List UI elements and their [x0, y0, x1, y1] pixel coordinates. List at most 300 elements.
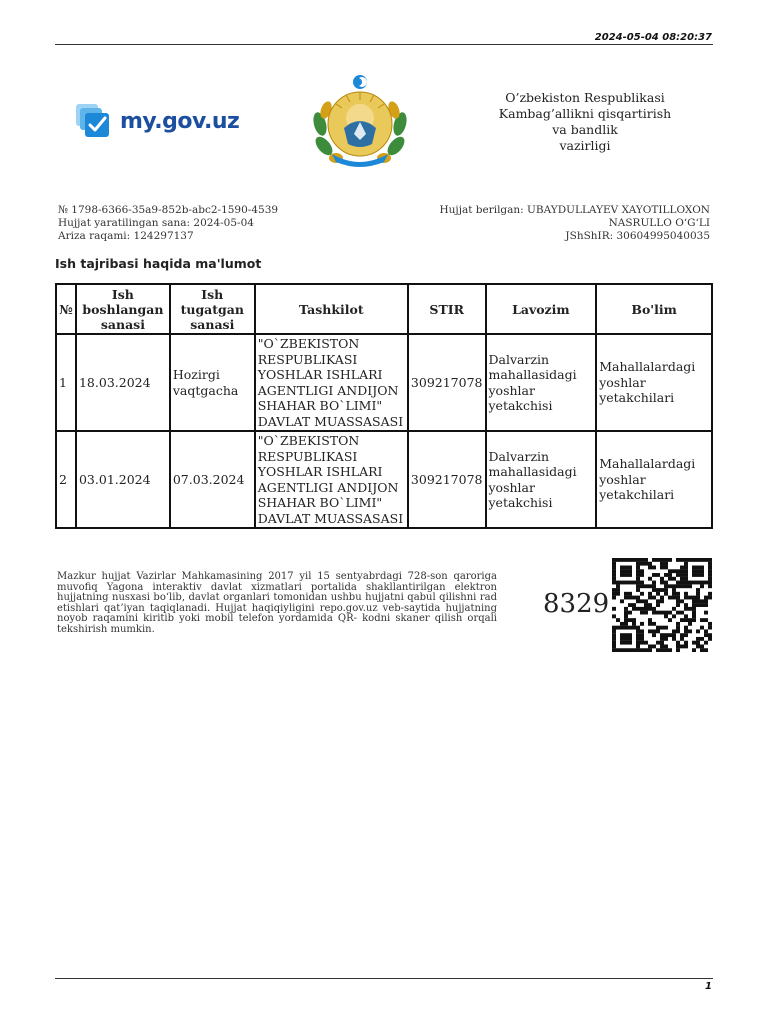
qr-module — [636, 596, 640, 600]
qr-module — [696, 641, 700, 645]
qr-module — [684, 573, 688, 577]
qr-module — [612, 588, 616, 592]
qr-module — [676, 569, 680, 573]
qr-module — [708, 573, 712, 577]
qr-module — [676, 592, 680, 596]
qr-module — [612, 558, 616, 562]
qr-module — [684, 558, 688, 562]
qr-module — [708, 558, 712, 562]
qr-module — [632, 603, 636, 607]
qr-module — [612, 573, 616, 577]
qr-module — [684, 592, 688, 596]
qr-module — [636, 633, 640, 637]
qr-module — [676, 611, 680, 615]
qr-module — [676, 641, 680, 645]
qr-module — [684, 633, 688, 637]
qr-module — [620, 599, 624, 603]
cell-organization: "O`ZBEKISTON RESPUBLIKASI YOSHLAR ISHLARI AGENTLIGI ANDIJON SHAHAR BO`LIMI" DAVLAT MUASSASASI — [255, 334, 408, 431]
qr-module — [640, 648, 644, 652]
qr-module — [708, 569, 712, 573]
qr-module — [680, 566, 684, 570]
state-emblem-icon — [310, 74, 410, 176]
qr-module — [696, 569, 700, 573]
qr-module — [628, 641, 632, 645]
qr-module — [640, 592, 644, 596]
qr-module — [620, 626, 624, 630]
qr-module — [668, 611, 672, 615]
qr-module — [612, 626, 616, 630]
qr-module — [636, 581, 640, 585]
qr-module — [692, 603, 696, 607]
qr-module — [620, 581, 624, 585]
qr-module — [628, 637, 632, 641]
qr-module — [628, 569, 632, 573]
qr-module — [684, 614, 688, 618]
qr-module — [660, 581, 664, 585]
qr-module — [648, 629, 652, 633]
qr-module — [684, 641, 688, 645]
qr-module — [612, 581, 616, 585]
qr-module — [676, 573, 680, 577]
qr-module — [636, 629, 640, 633]
qr-module — [696, 566, 700, 570]
qr-module — [708, 592, 712, 596]
qr-module — [708, 637, 712, 641]
qr-module — [632, 622, 636, 626]
qr-module — [692, 573, 696, 577]
qr-module — [668, 558, 672, 562]
qr-module — [656, 603, 660, 607]
cell-position: Dalvarzin mahallasidagi yoshlar yetakchisi — [486, 431, 597, 528]
qr-module — [664, 558, 668, 562]
cell-start-date: 03.01.2024 — [76, 431, 170, 528]
qr-module — [660, 648, 664, 652]
qr-module — [624, 618, 628, 622]
qr-module — [632, 648, 636, 652]
qr-module — [624, 607, 628, 611]
qr-module — [692, 558, 696, 562]
qr-module — [636, 626, 640, 630]
qr-module — [700, 569, 704, 573]
qr-module — [704, 603, 708, 607]
qr-module — [616, 588, 620, 592]
qr-module — [704, 558, 708, 562]
qr-module — [676, 603, 680, 607]
qr-module — [624, 637, 628, 641]
qr-module — [640, 629, 644, 633]
qr-module — [664, 566, 668, 570]
qr-module — [620, 648, 624, 652]
qr-module — [652, 644, 656, 648]
column-header: STIR — [408, 284, 486, 334]
logo-text: my.gov.uz — [120, 108, 240, 134]
qr-module — [656, 648, 660, 652]
qr-module — [636, 569, 640, 573]
qr-module — [664, 648, 668, 652]
qr-module — [672, 633, 676, 637]
qr-module — [688, 558, 692, 562]
qr-module — [700, 584, 704, 588]
qr-module — [640, 573, 644, 577]
qr-module — [672, 577, 676, 581]
qr-module — [644, 611, 648, 615]
qr-module — [656, 611, 660, 615]
qr-module — [680, 581, 684, 585]
qr-module — [632, 618, 636, 622]
qr-module — [624, 573, 628, 577]
qr-module — [624, 633, 628, 637]
qr-module — [644, 558, 648, 562]
qr-module — [640, 637, 644, 641]
qr-module — [612, 614, 616, 618]
table-header-row — [56, 284, 712, 334]
qr-module — [648, 562, 652, 566]
qr-module — [652, 611, 656, 615]
qr-module — [660, 588, 664, 592]
qr-module — [704, 596, 708, 600]
qr-module — [644, 641, 648, 645]
qr-module — [620, 569, 624, 573]
qr-module — [624, 614, 628, 618]
qr-module — [680, 573, 684, 577]
qr-module — [624, 581, 628, 585]
qr-module — [700, 644, 704, 648]
qr-module — [632, 558, 636, 562]
qr-module — [636, 573, 640, 577]
document-number: № 1798-6366-35a9-852b-abc2-1590-4539 — [58, 204, 279, 216]
qr-module — [696, 599, 700, 603]
qr-module — [664, 633, 668, 637]
qr-module — [684, 584, 688, 588]
qr-module — [664, 581, 668, 585]
qr-module — [612, 648, 616, 652]
qr-module — [704, 611, 708, 615]
qr-module — [692, 569, 696, 573]
qr-module — [672, 637, 676, 641]
qr-module — [700, 566, 704, 570]
verification-code: 8329 — [543, 589, 610, 619]
qr-module — [628, 603, 632, 607]
mygov-logo — [76, 104, 239, 138]
qr-module — [656, 629, 660, 633]
qr-module — [676, 644, 680, 648]
qr-module — [640, 622, 644, 626]
qr-module — [668, 648, 672, 652]
qr-module — [664, 614, 668, 618]
qr-module — [632, 596, 636, 600]
qr-module — [700, 618, 704, 622]
qr-module — [656, 626, 660, 630]
qr-module — [708, 562, 712, 566]
qr-module — [708, 577, 712, 581]
qr-code[interactable] — [612, 558, 712, 652]
qr-module — [676, 558, 680, 562]
column-header: № — [56, 284, 76, 334]
cell-department: Mahallalardagi yoshlar yetakchilari — [596, 431, 712, 528]
qr-module — [620, 566, 624, 570]
qr-module — [652, 584, 656, 588]
qr-module — [640, 584, 644, 588]
qr-module — [640, 599, 644, 603]
qr-module — [652, 629, 656, 633]
cell-start-date: 18.03.2024 — [76, 334, 170, 431]
qr-module — [648, 648, 652, 652]
qr-module — [696, 637, 700, 641]
cell-position: Dalvarzin mahallasidagi yoshlar yetakchisi — [486, 334, 597, 431]
qr-module — [616, 648, 620, 652]
qr-module — [692, 614, 696, 618]
qr-module — [612, 629, 616, 633]
qr-module — [668, 569, 672, 573]
qr-module — [664, 562, 668, 566]
qr-module — [652, 581, 656, 585]
qr-module — [636, 577, 640, 581]
qr-module — [652, 633, 656, 637]
recipient-meta — [440, 204, 710, 243]
column-header: Lavozim — [486, 284, 597, 334]
qr-module — [660, 558, 664, 562]
qr-module — [696, 592, 700, 596]
mygov-check-icon — [76, 104, 112, 138]
qr-module — [636, 558, 640, 562]
qr-module — [628, 618, 632, 622]
qr-module — [656, 592, 660, 596]
qr-module — [616, 581, 620, 585]
qr-module — [620, 637, 624, 641]
qr-module — [648, 607, 652, 611]
qr-module — [648, 622, 652, 626]
qr-module — [700, 573, 704, 577]
qr-module — [672, 592, 676, 596]
qr-module — [616, 618, 620, 622]
table-row — [56, 334, 712, 431]
qr-module — [636, 607, 640, 611]
qr-module — [652, 588, 656, 592]
qr-module — [696, 588, 700, 592]
qr-module — [672, 596, 676, 600]
qr-module — [668, 596, 672, 600]
qr-module — [640, 611, 644, 615]
page-number: 1 — [705, 981, 712, 992]
qr-module — [688, 581, 692, 585]
qr-module — [672, 607, 676, 611]
qr-module — [640, 569, 644, 573]
qr-module — [668, 584, 672, 588]
qr-module — [612, 592, 616, 596]
pinfl: JShShIR: 30604995040035 — [565, 230, 710, 242]
qr-module — [620, 573, 624, 577]
qr-module — [612, 637, 616, 641]
qr-module — [700, 603, 704, 607]
qr-module — [664, 644, 668, 648]
qr-module — [668, 633, 672, 637]
qr-module — [664, 626, 668, 630]
qr-module — [640, 558, 644, 562]
qr-module — [688, 584, 692, 588]
qr-module — [708, 581, 712, 585]
qr-module — [672, 584, 676, 588]
qr-module — [612, 566, 616, 570]
table-row — [56, 431, 712, 528]
qr-module — [660, 562, 664, 566]
qr-module — [696, 573, 700, 577]
column-header: Bo'lim — [596, 284, 712, 334]
qr-module — [624, 611, 628, 615]
qr-module — [700, 581, 704, 585]
qr-module — [676, 584, 680, 588]
qr-module — [644, 584, 648, 588]
qr-module — [644, 562, 648, 566]
qr-module — [624, 596, 628, 600]
qr-module — [684, 629, 688, 633]
qr-module — [636, 599, 640, 603]
qr-module — [644, 603, 648, 607]
qr-module — [636, 648, 640, 652]
qr-module — [704, 648, 708, 652]
qr-module — [704, 641, 708, 645]
qr-module — [680, 644, 684, 648]
qr-module — [672, 629, 676, 633]
qr-module — [624, 641, 628, 645]
qr-module — [624, 648, 628, 652]
qr-module — [696, 629, 700, 633]
qr-module — [700, 648, 704, 652]
qr-module — [700, 626, 704, 630]
qr-module — [652, 607, 656, 611]
qr-module — [684, 562, 688, 566]
qr-module — [708, 633, 712, 637]
qr-module — [684, 566, 688, 570]
qr-module — [624, 626, 628, 630]
qr-module — [624, 558, 628, 562]
qr-module — [652, 566, 656, 570]
qr-module — [628, 611, 632, 615]
document-timestamp: 2024-05-04 08:20:37 — [594, 32, 712, 43]
qr-module — [648, 618, 652, 622]
qr-module — [708, 584, 712, 588]
ministry-line: vazirligi — [559, 138, 611, 153]
qr-module — [640, 633, 644, 637]
qr-module — [684, 607, 688, 611]
cell-organization: "O`ZBEKISTON RESPUBLIKASI YOSHLAR ISHLARI AGENTLIGI ANDIJON SHAHAR BO`LIMI" DAVLAT MUASSASASI — [255, 431, 408, 528]
qr-module — [684, 626, 688, 630]
qr-module — [692, 641, 696, 645]
qr-module — [620, 633, 624, 637]
qr-module — [680, 558, 684, 562]
qr-module — [680, 584, 684, 588]
qr-module — [636, 566, 640, 570]
qr-module — [672, 614, 676, 618]
qr-module — [704, 633, 708, 637]
qr-module — [612, 641, 616, 645]
qr-module — [636, 588, 640, 592]
qr-module — [676, 626, 680, 630]
qr-module — [624, 569, 628, 573]
qr-module — [632, 581, 636, 585]
qr-module — [636, 641, 640, 645]
qr-module — [696, 581, 700, 585]
qr-module — [664, 611, 668, 615]
qr-module — [628, 566, 632, 570]
qr-module — [664, 588, 668, 592]
qr-module — [700, 637, 704, 641]
qr-module — [692, 566, 696, 570]
qr-module — [660, 644, 664, 648]
bottom-divider — [55, 978, 713, 979]
column-header: Ish boshlangan sanasi — [76, 284, 170, 334]
qr-module — [656, 558, 660, 562]
qr-module — [648, 592, 652, 596]
qr-module — [708, 626, 712, 630]
qr-module — [680, 577, 684, 581]
qr-module — [688, 618, 692, 622]
qr-module — [620, 622, 624, 626]
section-title: Ish tajribasi haqida ma'lumot — [55, 256, 262, 271]
cell-stir: 309217078 — [408, 431, 486, 528]
qr-module — [708, 596, 712, 600]
qr-module — [616, 558, 620, 562]
qr-module — [704, 599, 708, 603]
qr-module — [684, 603, 688, 607]
qr-module — [680, 618, 684, 622]
ministry-line: Kambag’allikni qisqartirish — [498, 106, 672, 121]
cell-end-date: Hozirgi vaqtgacha — [170, 334, 255, 431]
qr-module — [656, 641, 660, 645]
qr-module — [648, 584, 652, 588]
qr-module — [612, 577, 616, 581]
qr-module — [664, 637, 668, 641]
qr-module — [632, 607, 636, 611]
application-number: Ariza raqami: 124297137 — [58, 230, 194, 242]
qr-module — [696, 644, 700, 648]
qr-module — [696, 603, 700, 607]
qr-module — [648, 566, 652, 570]
cell-stir: 309217078 — [408, 334, 486, 431]
qr-module — [664, 592, 668, 596]
qr-module — [632, 626, 636, 630]
qr-module — [684, 644, 688, 648]
qr-module — [656, 588, 660, 592]
qr-module — [628, 596, 632, 600]
qr-module — [672, 569, 676, 573]
qr-module — [676, 648, 680, 652]
qr-module — [656, 573, 660, 577]
qr-module — [668, 618, 672, 622]
issued-to-continued: NASRULLO O‘G‘LI — [608, 217, 710, 229]
qr-module — [640, 607, 644, 611]
qr-module — [676, 596, 680, 600]
qr-module — [636, 584, 640, 588]
qr-module — [688, 596, 692, 600]
qr-module — [628, 633, 632, 637]
qr-module — [652, 573, 656, 577]
qr-module — [704, 581, 708, 585]
qr-module — [684, 618, 688, 622]
qr-module — [692, 611, 696, 615]
qr-module — [620, 641, 624, 645]
qr-module — [620, 558, 624, 562]
qr-module — [644, 607, 648, 611]
column-header: Ish tugatgan sanasi — [170, 284, 255, 334]
qr-module — [628, 592, 632, 596]
qr-module — [612, 607, 616, 611]
legal-notice: Mazkur hujjat Vazirlar Mahkamasining 2017 yil 15 sentyabrdagi 728-son qaroriga muvofiq Yagona interaktiv davlat xizmatlari portalida shakllantirilgan elektron hujjatning nusxasi bo‘lib, davlat organlari tomonidan ushbu hujjatni qabul qilishni rad etishlari qat’iyan taqiqlanadi. Hujjat haqiqiyligini repo.gov.uz veb-saytida hujjatning noyob raqamini kiritib yoki mobil telefon yordamida QR- kodni skaner qilish orqali tekshirish mumkin. — [57, 571, 497, 635]
qr-module — [612, 569, 616, 573]
qr-module — [636, 637, 640, 641]
qr-module — [692, 607, 696, 611]
qr-module — [668, 573, 672, 577]
qr-module — [708, 566, 712, 570]
